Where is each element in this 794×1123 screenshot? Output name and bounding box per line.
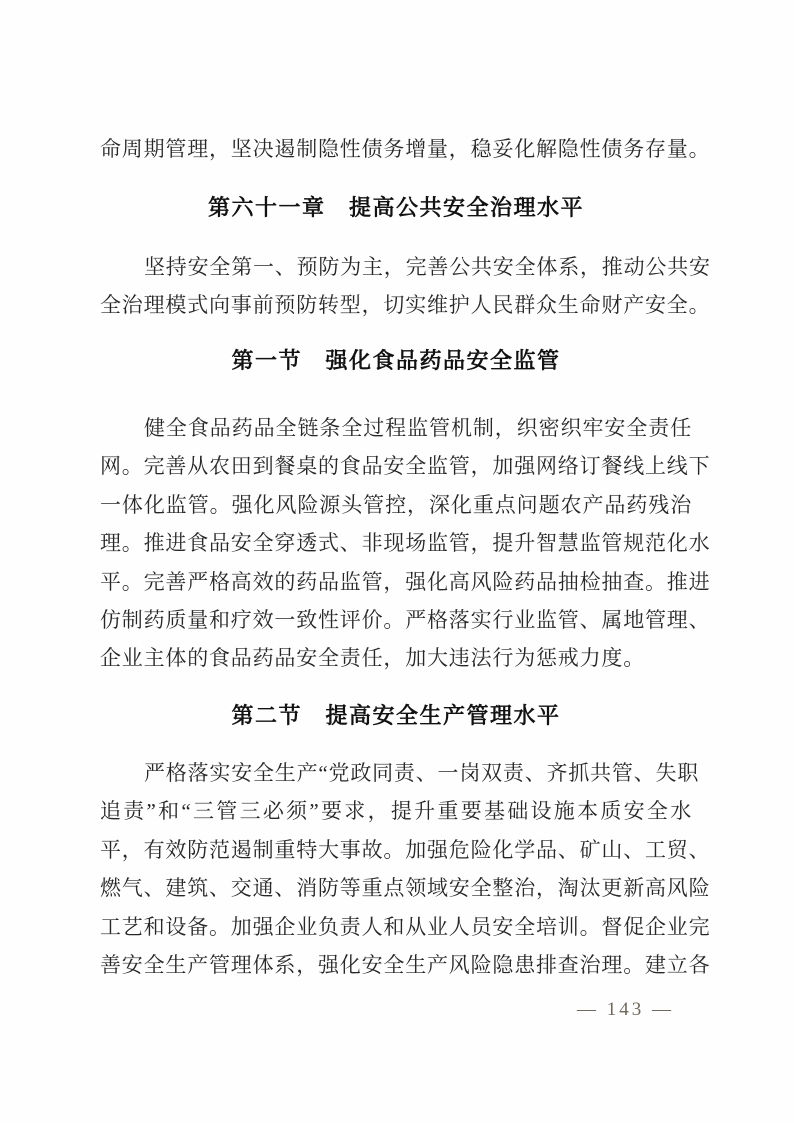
- continuation-paragraph: [100, 130, 711, 168]
- section-1-heading: 第一节 强化食品药品安全监管: [231, 348, 561, 373]
- section-1-paragraph: [100, 409, 711, 678]
- text-line: 全治理模式向事前预防转型，切实维护人民群众生命财产安全。: [100, 293, 711, 318]
- text-line: 坚持安全第一、预防为主，完善公共安全体系，推动公共安: [144, 255, 711, 279]
- section-2-paragraph: [100, 754, 711, 984]
- chapter-heading: 第六十一章 提高公共安全治理水平: [207, 195, 584, 220]
- text-line: 一体化监管。强化风险源头管控，深化重点问题农产品药残治: [100, 492, 692, 517]
- text-line: 平，有效防范遏制重特大事故。加强危险化学品、矿山、工贸、: [100, 837, 711, 862]
- text-line: 企业主体的食品药品安全责任，加大违法行为惩戒力度。: [100, 646, 645, 671]
- text-line: 平。完善严格高效的药品监管，强化高风险药品抽检抽查。推进: [100, 569, 711, 594]
- text-line: 严格落实安全生产“党政同责、一岗双责、齐抓共管、失职: [144, 761, 700, 785]
- text-line: 工艺和设备。加强企业负责人和从业人员安全培训。督促企业完: [100, 914, 711, 939]
- text-line: 燃气、建筑、交通、消防等重点领域安全整治，淘汰更新高风险: [100, 876, 711, 901]
- chapter-intro-paragraph: [100, 248, 711, 325]
- text-line: 善安全生产管理体系，强化安全生产风险隐患排查治理。建立各: [100, 952, 711, 977]
- text-line: 命周期管理，坚决遏制隐性债务增量，稳妥化解隐性债务存量。: [100, 137, 711, 161]
- text-line: 健全食品药品全链条全过程监管机制，织密织牢安全责任: [144, 416, 692, 440]
- section-2-heading: 第二节 提高安全生产管理水平: [231, 703, 561, 728]
- text-line: 网。完善从农田到餐桌的食品安全监管，加强网络订餐线上线下: [100, 454, 711, 479]
- text-line: 仿制药质量和疗效一致性评价。严格落实行业监管、属地管理、: [100, 607, 711, 632]
- text-line: 追责”和“三管三必须”要求，提升重要基础设施本质安全水: [100, 799, 692, 824]
- page-number: — 143 —: [577, 999, 674, 1020]
- text-line: 理。推进食品安全穿透式、非现场监管，提升智慧监管规范化水: [100, 531, 711, 556]
